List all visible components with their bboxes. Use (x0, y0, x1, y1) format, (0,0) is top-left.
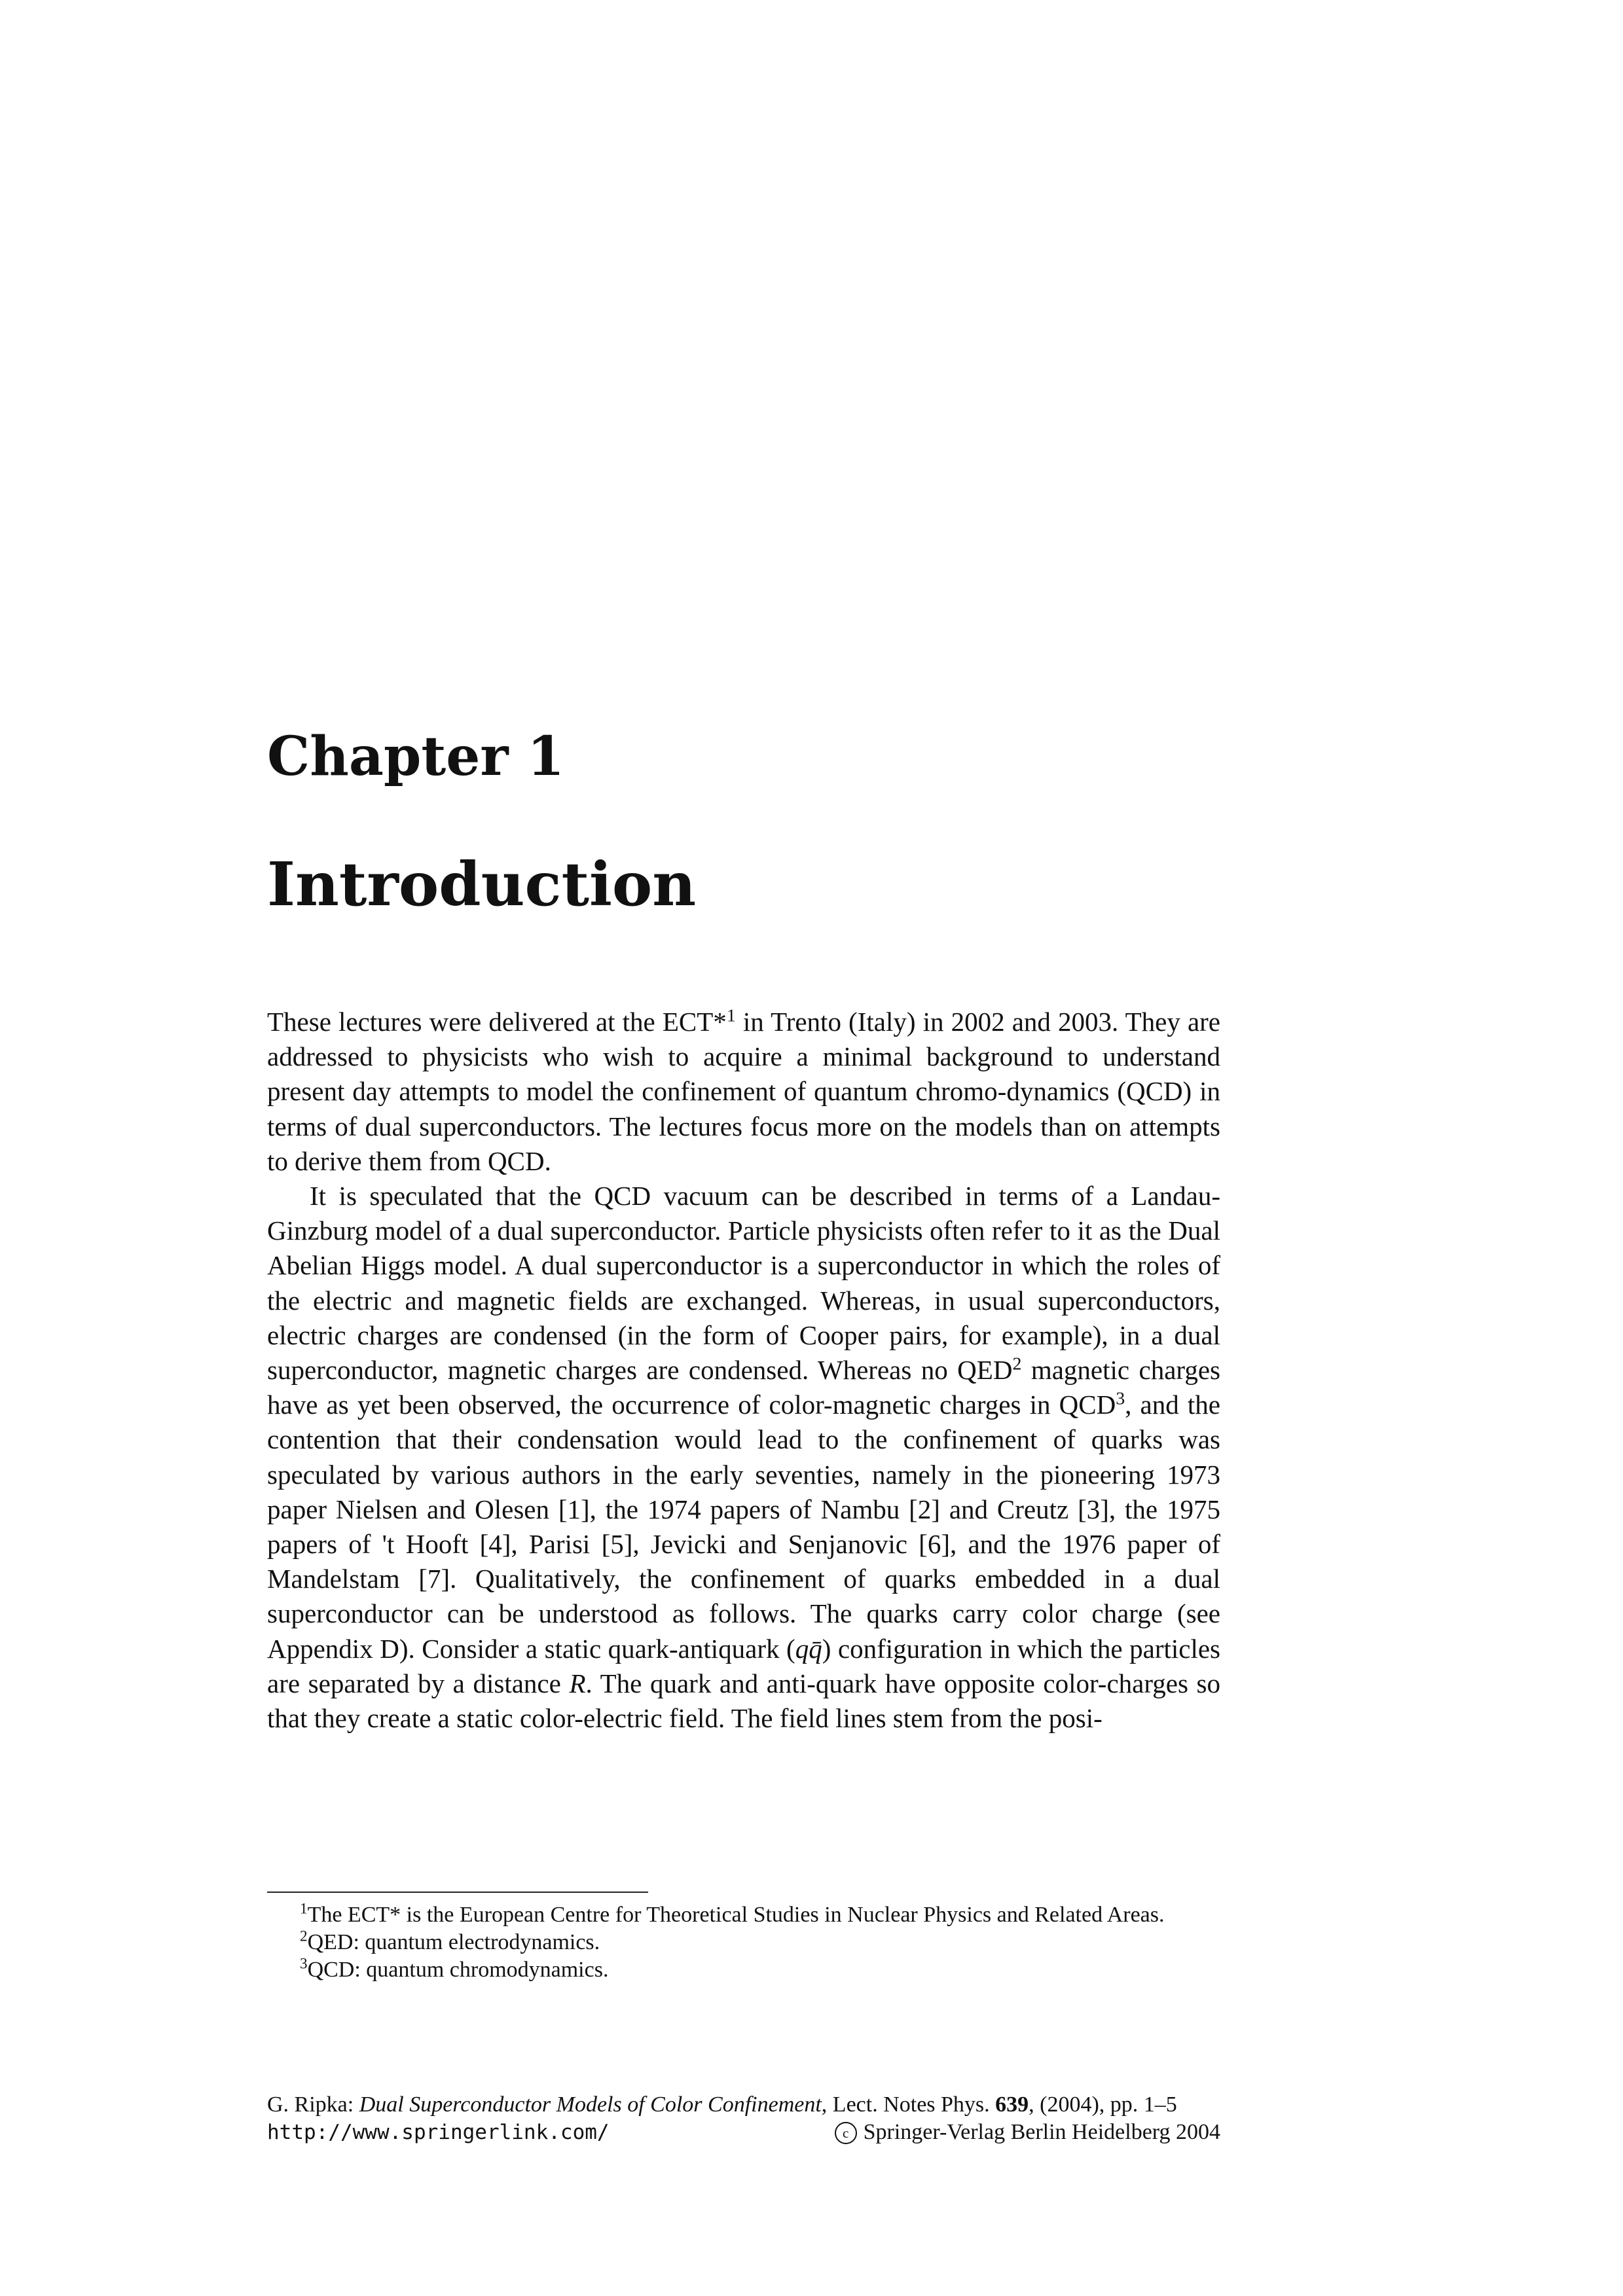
footnote-2-text: QED: quantum electrodynamics. (307, 1930, 600, 1954)
copyright-notice (835, 2119, 1220, 2146)
springerlink-link[interactable]: http://www.springerlink.com/ (267, 2121, 610, 2144)
footnote-3-text: QCD: quantum chromodynamics. (307, 1958, 609, 1982)
paragraph-2-text-e: . The quark and anti-quark have opposite color-charges so that they create a static color-electric field. The field lines stem from the posi- (267, 1668, 1220, 1734)
math-R: R (569, 1668, 586, 1698)
footnote-1-mark: 1 (300, 1900, 308, 1918)
footnote-divider (267, 1892, 648, 1893)
citation-volume: 639 (995, 2092, 1029, 2117)
chapter-label: Chapter 1 (267, 725, 565, 788)
copyright-text: Springer-Verlag Berlin Heidelberg 2004 (863, 2120, 1220, 2144)
citation-footer-row (267, 2119, 1220, 2146)
citation-author: G. Ripka: (267, 2092, 359, 2117)
paragraph-2-text-a: It is speculated that the QCD vacuum can be described in terms of a Landau-Ginzburg model of a dual superconductor. Particle physicists often refer to it as the Dual Abelian Higgs model. A dual superconductor is a superconductor in which the roles of the electric and magnetic fields are exchanged. Whereas, in usual superconductors, electric charges are condensed (in the form of Cooper pairs, for example), in a dual superconductor, magnetic charges are condensed. Whereas no QED (267, 1181, 1220, 1386)
footnote-2-mark: 2 (300, 1928, 308, 1945)
paragraph-2 (267, 1179, 1220, 1736)
paragraph-1 (267, 1005, 1220, 1179)
footnote-1-text: The ECT* is the European Centre for Theoretical Studies in Nuclear Physics and Related Areas. (307, 1903, 1165, 1927)
citation-pages: , (2004), pp. 1–5 (1029, 2092, 1177, 2117)
paragraph-2-text-d: ) configuration in which the particles are separated by a distance (267, 1633, 1220, 1698)
citation-block (267, 2091, 1220, 2146)
footnote-3 (267, 1956, 1220, 1984)
footnote-ref-3: 3 (1116, 1388, 1125, 1409)
body-text (267, 1005, 1220, 1736)
citation-series: , Lect. Notes Phys. (821, 2092, 996, 2117)
footnote-2 (267, 1929, 1220, 1956)
math-qqbar: qq̄ (795, 1633, 822, 1664)
paragraph-1-text-a: These lectures were delivered at the ECT* (267, 1007, 727, 1037)
footnote-ref-2: 2 (1012, 1354, 1022, 1374)
footnote-3-mark: 3 (300, 1955, 308, 1973)
chapter-title: Introduction (267, 849, 697, 920)
footnote-ref-1: 1 (726, 1005, 736, 1026)
copyright-icon: c (835, 2122, 857, 2144)
footnote-1 (267, 1901, 1220, 1929)
citation-book-title: Dual Superconductor Models of Color Confinement (359, 2092, 822, 2117)
footnotes (267, 1901, 1220, 1984)
paragraph-2-text-c: , and the contention that their condensation would lead to the confinement of quarks was speculated by various authors in the early seventies, namely in the pioneering 1973 paper Nielsen and Olesen [1], the 1974 papers of Nambu [2] and Creutz [3], the 1975 papers of 't Hooft [4], Parisi [5], Jevicki and Senjanovic [6], and the 1976 paper of Mandelstam [7]. Qualitatively, the confinement of quarks embedded in a dual superconductor can be understood as follows. The quarks carry color charge (see Appendix D). Consider a static quark-antiquark ( (267, 1390, 1220, 1664)
citation-reference (267, 2091, 1220, 2119)
paragraph-1-text-b: in Trento (Italy) in 2002 and 2003. They are addressed to physicists who wish to acquire a minimal background to understand present day attempts to model the confinement of quantum chromo-dynamics (QCD) in terms of dual superconductors. The lectures focus more on the models than on attempts to derive them from QCD. (267, 1007, 1221, 1176)
paragraph-2-text-b: magnetic charges have as yet been observed, the occurrence of color-magnetic charges in QCD (267, 1355, 1221, 1420)
